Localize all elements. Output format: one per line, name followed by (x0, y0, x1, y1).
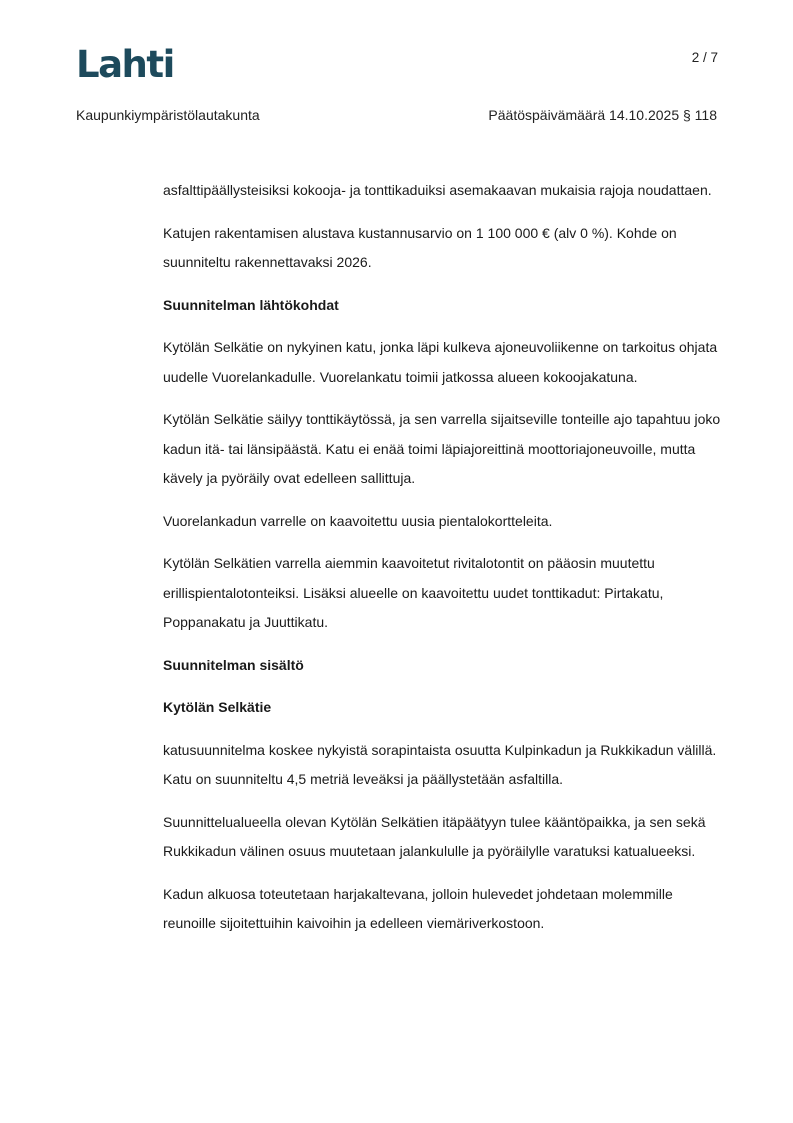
page-number: 2 / 7 (691, 50, 718, 65)
paragraph: Vuorelankadun varrelle on kaavoitettu uusia pientalokortteleita. (163, 512, 553, 529)
section-heading: Suunnitelman lähtökohdat (163, 296, 339, 313)
decision-date: Päätöspäivämäärä 14.10.2025 § 118 (488, 107, 717, 123)
paragraph: Katujen rakentamisen alustava kustannusarvio on 1 100 000 € (alv 0 %). Kohde on suunniteltu rakennettavaksi 2026. (163, 224, 677, 270)
paragraph: Kadun alkuosa toteutetaan harjakaltevana, jolloin hulevedet johdetaan molemmille reunoille sijoitettuihin kaivoihin ja edelleen viemäriverkostoon. (163, 885, 673, 931)
logo: Lahti (76, 43, 174, 86)
paragraph: Suunnittelualueella olevan Kytölän Selkätien itäpäätyyn tulee kääntöpaikka, ja sen sekä Rukkikadun välinen osuus muutetaan jalankululle ja pyöräilylle varatuksi katualueeksi. (163, 813, 706, 859)
committee-name: Kaupunkiympäristölautakunta (76, 107, 260, 123)
document-body (163, 176, 723, 952)
paragraph: katusuunnitelma koskee nykyistä sorapintaista osuutta Kulpinkadun ja Rukkikadun välillä. Katu on suunniteltu 4,5 metriä leveäksi ja päällystetään asfaltilla. (163, 741, 717, 787)
paragraph: Kytölän Selkätien varrella aiemmin kaavoitetut rivitalotontit on pääosin muutettu erillispientalotonteiksi. Lisäksi alueelle on kaavoitettu uudet tonttikadut: Pirtakatu, Poppanakatu ja Juuttikatu. (163, 555, 664, 630)
paragraph: Kytölän Selkätie säilyy tonttikäytössä, ja sen varrella sijaitseville tonteille ajo tapahtuu joko kadun itä- tai länsipäästä. Katu ei enää toimi läpiajoreittinä moottoriajoneuvoille, mutta kävely ja pyöräily ovat edelleen sallittuja. (163, 411, 721, 486)
section-heading: Suunnitelman sisältö (163, 656, 304, 673)
subsection-heading: Kytölän Selkätie (163, 699, 272, 715)
paragraph: asfalttipäällysteisiksi kokooja- ja tonttikaduiksi asemakaavan mukaisia rajoja noudattaen. (163, 182, 712, 198)
paragraph: Kytölän Selkätie on nykyinen katu, jonka läpi kulkeva ajoneuvoliikenne on tarkoitus ohjata uudelle Vuorelankadulle. Vuorelankatu toimii jatkossa alueen kokoojakatuna. (163, 339, 718, 385)
